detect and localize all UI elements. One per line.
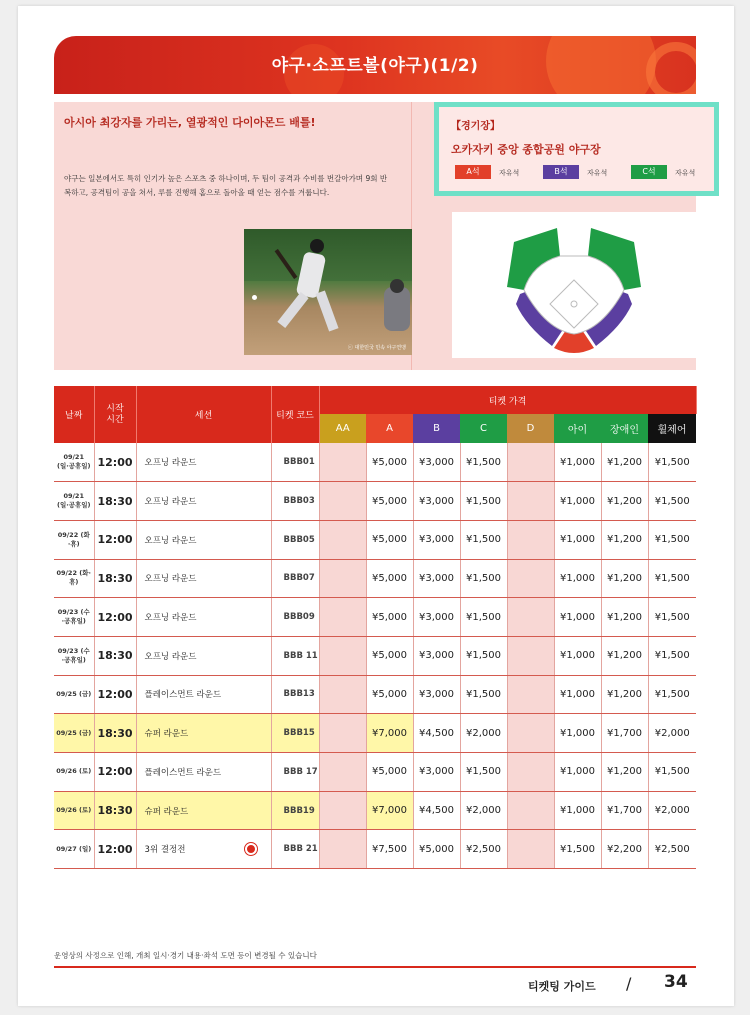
stadium-info-box — [434, 102, 719, 196]
cell-time: 18:30 — [94, 636, 136, 675]
cell-price-wheelchair: ¥1,500 — [648, 753, 696, 792]
table-row — [54, 753, 696, 792]
cell-price-c: ¥1,500 — [460, 753, 507, 792]
cell-price-b: ¥5,000 — [413, 830, 460, 869]
intro-section — [54, 102, 696, 370]
intro-heading: 아시아 최강자를 가리는, 열광적인 다이아몬드 배틀! — [64, 116, 316, 129]
cell-price-a: ¥5,000 — [366, 598, 413, 637]
seat-badge-a: A석 — [455, 165, 491, 179]
cell-time: 12:00 — [94, 675, 136, 714]
cell-ticket-code: BBB03 — [271, 482, 319, 521]
cell-price-a: ¥5,000 — [366, 520, 413, 559]
cell-ticket-code: BBB15 — [271, 714, 319, 753]
seat-desc-b: 자유석 — [587, 169, 608, 177]
seat-badge-b: B석 — [543, 165, 579, 179]
cell-ticket-code: BBB13 — [271, 675, 319, 714]
seat-badge-c: C석 — [631, 165, 667, 179]
seat-desc-c: 자유석 — [675, 169, 696, 177]
cell-session: 슈퍼 라운드 — [136, 791, 271, 830]
cell-session: 오프닝 라운드 — [136, 559, 271, 598]
cell-price-c: ¥1,500 — [460, 636, 507, 675]
cell-date: 09/22 (화· 휴) — [54, 559, 94, 598]
cell-price-wheelchair: ¥1,500 — [648, 598, 696, 637]
cell-price-disabled: ¥1,200 — [601, 559, 648, 598]
baseball-photo — [244, 229, 412, 355]
cell-price-aa — [319, 520, 366, 559]
table-row — [54, 559, 696, 598]
cell-session: 오프닝 라운드 — [136, 443, 271, 482]
price-col-c: C — [460, 414, 507, 443]
cell-price-d — [507, 636, 554, 675]
cell-price-disabled: ¥1,200 — [601, 636, 648, 675]
cell-price-d — [507, 520, 554, 559]
cell-price-b: ¥3,000 — [413, 559, 460, 598]
price-col-wheelchair: 휠체어 — [648, 414, 696, 443]
intro-text-panel — [54, 102, 412, 370]
cell-price-child: ¥1,000 — [554, 791, 601, 830]
cell-date: 09/27 (일) — [54, 830, 94, 869]
price-col-disabled: 장애인 — [601, 414, 648, 443]
price-col-d: D — [507, 414, 554, 443]
cell-price-b: ¥3,000 — [413, 675, 460, 714]
cell-price-a: ¥5,000 — [366, 636, 413, 675]
table-row — [54, 636, 696, 675]
cell-ticket-code: BBB07 — [271, 559, 319, 598]
price-col-child: 아이 — [554, 414, 601, 443]
cell-price-c: ¥1,500 — [460, 520, 507, 559]
table-row — [54, 520, 696, 559]
cell-price-child: ¥1,000 — [554, 753, 601, 792]
cell-price-disabled: ¥2,200 — [601, 830, 648, 869]
cell-price-aa — [319, 830, 366, 869]
col-header-price: 티켓 가격 — [319, 386, 696, 414]
cell-price-aa — [319, 559, 366, 598]
cell-time: 12:00 — [94, 598, 136, 637]
cell-price-a: ¥5,000 — [366, 753, 413, 792]
cell-ticket-code: BBB 11 — [271, 636, 319, 675]
cell-date: 09/21 (일·공휴일) — [54, 482, 94, 521]
page-number: 34 — [664, 972, 688, 992]
table-row — [54, 714, 696, 753]
cell-session: 오프닝 라운드 — [136, 520, 271, 559]
cell-session: 오프닝 라운드 — [136, 636, 271, 675]
cell-price-b: ¥4,500 — [413, 714, 460, 753]
cell-price-c: ¥2,000 — [460, 791, 507, 830]
cell-price-a: ¥5,000 — [366, 675, 413, 714]
cell-price-b: ¥3,000 — [413, 598, 460, 637]
cell-price-d — [507, 714, 554, 753]
cell-date: 09/22 (화 ·휴) — [54, 520, 94, 559]
cell-price-disabled: ¥1,200 — [601, 520, 648, 559]
cell-price-a: ¥7,000 — [366, 791, 413, 830]
cell-price-aa — [319, 598, 366, 637]
cell-price-a: ¥7,500 — [366, 830, 413, 869]
cell-time: 12:00 — [94, 443, 136, 482]
footer-divider — [54, 966, 696, 968]
cell-date: 09/26 (토) — [54, 753, 94, 792]
footnote: 운영상의 사정으로 인해, 개최 일시·경기 내용·좌석 도면 등이 변경될 수 있습니다 — [54, 951, 317, 960]
cell-time: 12:00 — [94, 520, 136, 559]
table-row — [54, 675, 696, 714]
cell-price-aa — [319, 753, 366, 792]
cell-price-aa — [319, 714, 366, 753]
table-row — [54, 598, 696, 637]
cell-time: 12:00 — [94, 830, 136, 869]
cell-price-c: ¥1,500 — [460, 559, 507, 598]
cell-price-child: ¥1,000 — [554, 598, 601, 637]
cell-price-wheelchair: ¥1,500 — [648, 520, 696, 559]
col-header-start-time: 시작 시간 — [94, 386, 136, 443]
cell-price-aa — [319, 482, 366, 521]
cell-price-d — [507, 791, 554, 830]
cell-price-d — [507, 753, 554, 792]
stadium-label: 【경기장】 — [451, 121, 500, 132]
cell-price-b: ¥3,000 — [413, 753, 460, 792]
table-row — [54, 482, 696, 521]
cell-date: 09/23 (수 ·공휴일) — [54, 636, 94, 675]
col-header-ticket-code: 티켓 코드 — [271, 386, 319, 443]
cell-price-aa — [319, 443, 366, 482]
cell-date: 09/21 (일·공휴일) — [54, 443, 94, 482]
cell-time: 18:30 — [94, 559, 136, 598]
page — [18, 6, 734, 1006]
photo-credit: ⓒ 대한민국 민속 야구연맹 — [347, 345, 406, 351]
cell-session: 오프닝 라운드 — [136, 598, 271, 637]
cell-price-child: ¥1,000 — [554, 559, 601, 598]
cell-time: 18:30 — [94, 482, 136, 521]
cell-date: 09/23 (수 ·공휴일) — [54, 598, 94, 637]
cell-price-aa — [319, 675, 366, 714]
cell-price-child: ¥1,000 — [554, 636, 601, 675]
cell-session: 슈퍼 라운드 — [136, 714, 271, 753]
cell-price-b: ¥3,000 — [413, 520, 460, 559]
price-col-aa: AA — [319, 414, 366, 443]
cell-price-child: ¥1,500 — [554, 830, 601, 869]
cell-price-child: ¥1,000 — [554, 675, 601, 714]
cell-ticket-code: BBB09 — [271, 598, 319, 637]
cell-price-d — [507, 559, 554, 598]
cell-price-child: ¥1,000 — [554, 714, 601, 753]
price-col-a: A — [366, 414, 413, 443]
cell-price-c: ¥2,500 — [460, 830, 507, 869]
cell-price-wheelchair: ¥1,500 — [648, 559, 696, 598]
cell-price-child: ¥1,000 — [554, 443, 601, 482]
cell-time: 18:30 — [94, 714, 136, 753]
cell-price-c: ¥1,500 — [460, 443, 507, 482]
cell-price-disabled: ¥1,200 — [601, 443, 648, 482]
cell-ticket-code: BBB05 — [271, 520, 319, 559]
table-row — [54, 830, 696, 869]
cell-price-disabled: ¥1,200 — [601, 482, 648, 521]
cell-price-disabled: ¥1,200 — [601, 753, 648, 792]
price-col-b: B — [413, 414, 460, 443]
medal-icon — [245, 843, 257, 855]
cell-price-a: ¥5,000 — [366, 482, 413, 521]
cell-price-wheelchair: ¥1,500 — [648, 482, 696, 521]
footer-slash: / — [626, 974, 632, 993]
col-header-date: 날짜 — [54, 386, 94, 443]
cell-session: 3위 결정전 — [136, 830, 271, 869]
cell-price-c: ¥1,500 — [460, 482, 507, 521]
cell-price-b: ¥3,000 — [413, 443, 460, 482]
footer-guide-label: 티켓팅 가이드 — [528, 980, 596, 993]
intro-body: 야구는 일본에서도 특히 인기가 높은 스포츠 중 하나이며, 두 팀이 공격과 수비를 번갈아가며 9회 반복하고, 공격팀이 공을 쳐서, 루를 진행해 홈으로 돌아올 때 얻는 점수를 겨룹니다. — [64, 174, 388, 197]
title-banner — [54, 36, 696, 94]
cell-ticket-code: BBB 17 — [271, 753, 319, 792]
cell-ticket-code: BBB01 — [271, 443, 319, 482]
cell-price-child: ¥1,000 — [554, 482, 601, 521]
cell-price-a: ¥5,000 — [366, 559, 413, 598]
cell-price-d — [507, 675, 554, 714]
cell-time: 18:30 — [94, 791, 136, 830]
cell-price-a: ¥5,000 — [366, 443, 413, 482]
cell-price-wheelchair: ¥1,500 — [648, 675, 696, 714]
cell-price-d — [507, 598, 554, 637]
cell-price-disabled: ¥1,700 — [601, 791, 648, 830]
cell-price-aa — [319, 636, 366, 675]
page-title: 야구·소프트볼(야구)(1/2) — [271, 56, 479, 76]
cell-price-c: ¥2,000 — [460, 714, 507, 753]
cell-price-d — [507, 443, 554, 482]
cell-time: 12:00 — [94, 753, 136, 792]
cell-ticket-code: BBB 21 — [271, 830, 319, 869]
table-row — [54, 443, 696, 482]
cell-price-wheelchair: ¥2,000 — [648, 791, 696, 830]
cell-price-wheelchair: ¥1,500 — [648, 443, 696, 482]
cell-session: 플레이스먼트 라운드 — [136, 753, 271, 792]
seating-diagram — [452, 212, 696, 358]
cell-session: 플레이스먼트 라운드 — [136, 675, 271, 714]
cell-date: 09/25 (금) — [54, 714, 94, 753]
cell-price-a: ¥7,000 — [366, 714, 413, 753]
cell-date: 09/26 (토) — [54, 791, 94, 830]
seat-desc-a: 자유석 — [499, 169, 520, 177]
cell-price-disabled: ¥1,700 — [601, 714, 648, 753]
cell-price-wheelchair: ¥1,500 — [648, 636, 696, 675]
cell-price-d — [507, 482, 554, 521]
cell-price-aa — [319, 791, 366, 830]
cell-session: 오프닝 라운드 — [136, 482, 271, 521]
cell-price-b: ¥3,000 — [413, 482, 460, 521]
cell-price-disabled: ¥1,200 — [601, 675, 648, 714]
cell-price-b: ¥3,000 — [413, 636, 460, 675]
cell-date: 09/25 (금) — [54, 675, 94, 714]
cell-price-d — [507, 830, 554, 869]
cell-price-wheelchair: ¥2,500 — [648, 830, 696, 869]
cell-price-disabled: ¥1,200 — [601, 598, 648, 637]
cell-price-wheelchair: ¥2,000 — [648, 714, 696, 753]
cell-price-c: ¥1,500 — [460, 598, 507, 637]
ticket-price-table — [54, 386, 697, 869]
cell-ticket-code: BBB19 — [271, 791, 319, 830]
table-row — [54, 791, 696, 830]
cell-price-b: ¥4,500 — [413, 791, 460, 830]
cell-price-c: ¥1,500 — [460, 675, 507, 714]
cell-price-child: ¥1,000 — [554, 520, 601, 559]
stadium-name: 오카자키 중앙 종합공원 야구장 — [451, 143, 601, 156]
col-header-session: 세션 — [136, 386, 271, 443]
